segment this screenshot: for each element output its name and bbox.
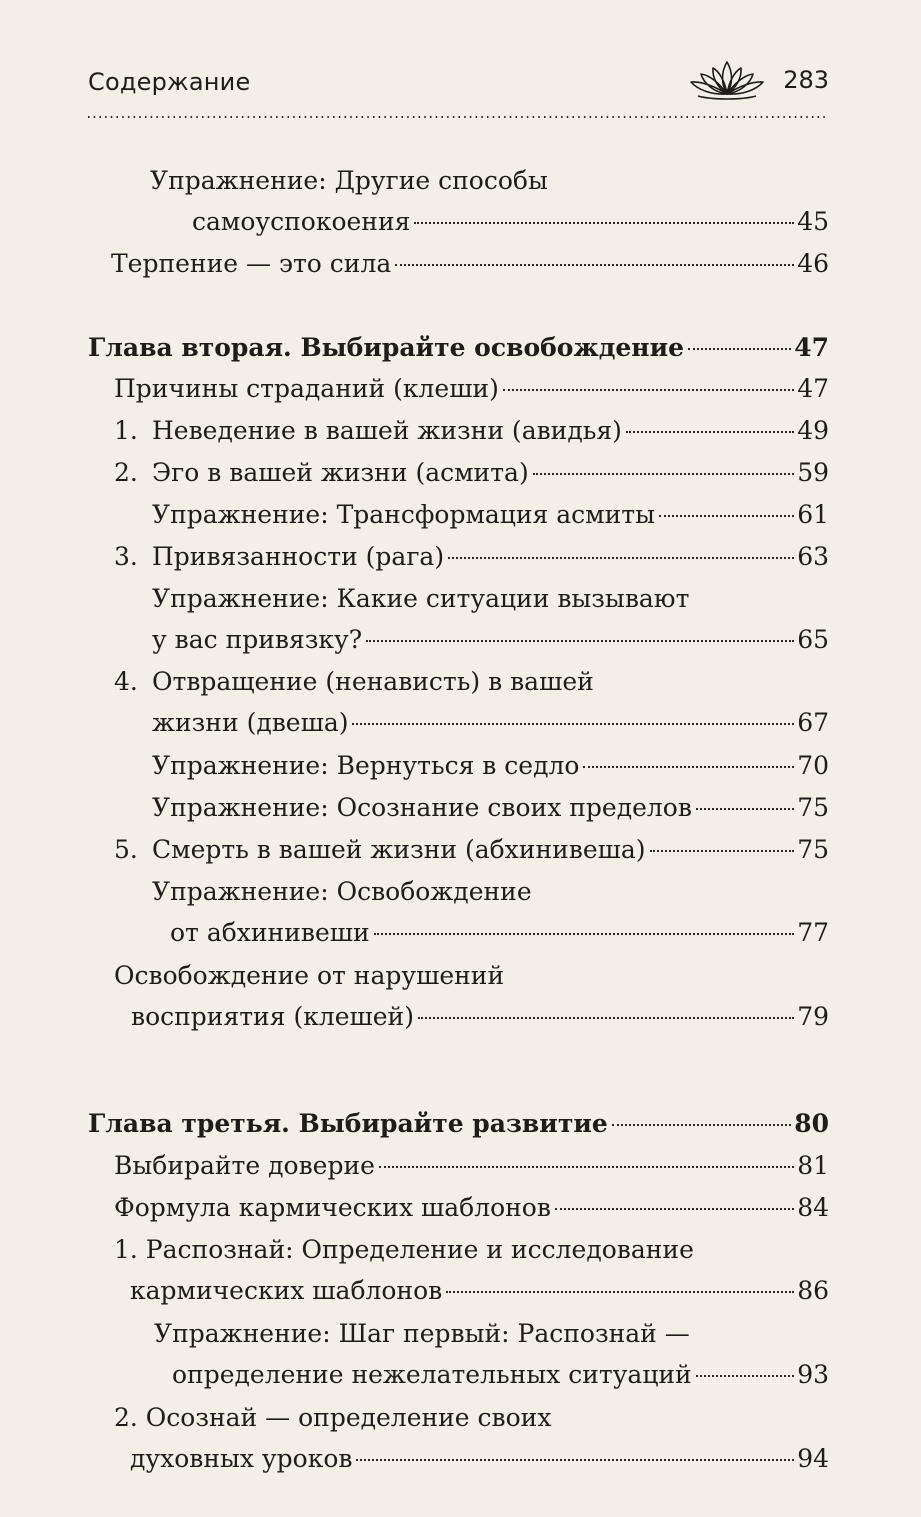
toc-entry-title: Неведение в вашей жизни (авидья)	[152, 416, 622, 445]
dot-leader	[379, 1166, 794, 1168]
toc-entry	[152, 494, 829, 535]
toc-entry	[114, 1229, 829, 1311]
dot-leader	[612, 1124, 791, 1126]
toc-entry	[152, 871, 829, 953]
toc-entry	[152, 745, 829, 786]
dot-leader	[688, 348, 791, 350]
toc-entry-first-line: Упражнение: Другие способы	[150, 166, 548, 195]
dot-leader	[374, 933, 795, 935]
toc-entry-title: Привязанности (рага)	[152, 542, 445, 571]
toc-entry	[150, 160, 829, 242]
dot-leader	[659, 515, 794, 517]
toc-entry-number: 4.	[114, 667, 138, 696]
toc-entry-title: Терпение — это сила	[111, 249, 392, 278]
toc-entry	[114, 829, 829, 870]
dot-leader	[446, 1291, 794, 1293]
dot-leader	[414, 222, 794, 224]
page-number: 283	[783, 66, 829, 94]
toc-entry	[154, 1313, 829, 1395]
toc-page-number: 84	[797, 1193, 829, 1222]
toc-entry-first-line: 1. Распознай: Определение и исследование	[114, 1235, 694, 1264]
toc-entry	[114, 368, 829, 409]
toc-entry-first-line: Упражнение: Освобождение	[152, 877, 532, 906]
header-dotted-rule	[88, 114, 829, 124]
toc-page-number: 93	[797, 1360, 829, 1389]
toc-entry	[114, 1187, 829, 1228]
toc-entry-title: духовных уроков	[130, 1444, 353, 1473]
toc-entry	[152, 578, 829, 660]
toc-entry	[114, 661, 829, 743]
toc-entry-title: определение нежелательных ситуаций	[172, 1360, 692, 1389]
toc-page-number: 65	[797, 625, 829, 654]
toc-entry-title: кармических шаблонов	[130, 1276, 443, 1305]
dot-leader	[395, 264, 794, 266]
dot-leader	[533, 473, 794, 475]
toc-page-number: 79	[797, 1002, 829, 1031]
toc-entry-title: у вас привязку?	[152, 625, 363, 654]
toc-entry	[114, 452, 829, 493]
toc-page-number: 45	[797, 207, 829, 236]
toc-entry-title: Причины страданий (клеши)	[114, 374, 499, 403]
header-title: Содержание	[88, 68, 251, 96]
toc-entry-number: 5.	[114, 835, 138, 864]
toc-entry-title: Упражнение: Трансформация асмиты	[152, 500, 656, 529]
toc-entry-title: Эго в вашей жизни (асмита)	[152, 458, 529, 487]
toc-entry-title: Смерть в вашей жизни (абхинивеша)	[152, 835, 646, 864]
toc-page-number: 81	[797, 1151, 829, 1180]
toc-page-number: 80	[794, 1109, 829, 1138]
toc-page-number: 47	[794, 333, 829, 362]
dot-leader	[448, 557, 794, 559]
toc-page-number: 47	[797, 374, 829, 403]
toc-chapter-entry	[88, 327, 829, 368]
dot-leader	[418, 1017, 794, 1019]
toc-page-number: 49	[797, 416, 829, 445]
toc-page-number: 94	[797, 1444, 829, 1473]
toc-entry-title: от абхинивеши	[170, 918, 370, 947]
dot-leader	[696, 808, 794, 810]
toc-entry-title: восприятия (клешей)	[131, 1002, 414, 1031]
dot-leader	[626, 431, 794, 433]
toc-entry-first-line: Освобождение от нарушений	[114, 961, 505, 990]
running-header	[88, 58, 829, 118]
toc-entry	[152, 787, 829, 828]
dot-leader	[356, 1459, 794, 1461]
toc-entry-title: Выбирайте доверие	[114, 1151, 375, 1180]
toc-page-number: 86	[797, 1276, 829, 1305]
dot-leader	[583, 766, 794, 768]
toc-entry-first-line: 2. Осознай — определение своих	[114, 1403, 552, 1432]
dot-leader	[555, 1208, 794, 1210]
toc-entry	[114, 955, 829, 1037]
toc-page-number: 67	[797, 708, 829, 737]
toc-entry-number: 2.	[114, 458, 138, 487]
toc-entry-title: Упражнение: Вернуться в седло	[152, 751, 580, 780]
toc-entry-first-line: Упражнение: Шаг первый: Распознай —	[154, 1319, 690, 1348]
toc-chapter-title: Глава третья. Выбирайте развитие	[88, 1109, 608, 1138]
toc-entry-title: Формула кармических шаблонов	[114, 1193, 551, 1222]
toc-page-number: 77	[797, 918, 829, 947]
toc-page-number: 70	[797, 751, 829, 780]
toc-page-number: 63	[797, 542, 829, 571]
dot-leader	[696, 1375, 794, 1377]
dot-leader	[650, 850, 795, 852]
toc-entry	[114, 536, 829, 577]
toc-entry-number: 3.	[114, 542, 138, 571]
toc-page-number: 75	[797, 793, 829, 822]
dot-leader	[366, 640, 794, 642]
toc-entry-title: Упражнение: Осознание своих пределов	[152, 793, 692, 822]
dot-leader	[503, 389, 794, 391]
lotus-icon	[684, 58, 770, 102]
toc-entry	[114, 410, 829, 451]
toc-entry-title: самоуспокоения	[192, 207, 411, 236]
toc-entry-first-line: Упражнение: Какие ситуации вызывают	[152, 584, 690, 613]
toc-chapter-title: Глава вторая. Выбирайте освобождение	[88, 333, 685, 362]
toc-entry-first-line: Отвращение (ненависть) в вашей	[152, 667, 594, 696]
toc-page-number: 61	[797, 500, 829, 529]
toc-page-number: 46	[797, 249, 829, 278]
toc-page-number: 59	[797, 458, 829, 487]
toc-entry	[114, 1145, 829, 1186]
toc-entry-number: 1.	[114, 416, 138, 445]
toc-entry	[114, 1397, 829, 1479]
dot-leader	[352, 723, 794, 725]
toc-entry	[111, 243, 829, 284]
toc-entry-title: жизни (двеша)	[152, 708, 349, 737]
toc-chapter-entry	[88, 1103, 829, 1144]
toc-page-number: 75	[797, 835, 829, 864]
